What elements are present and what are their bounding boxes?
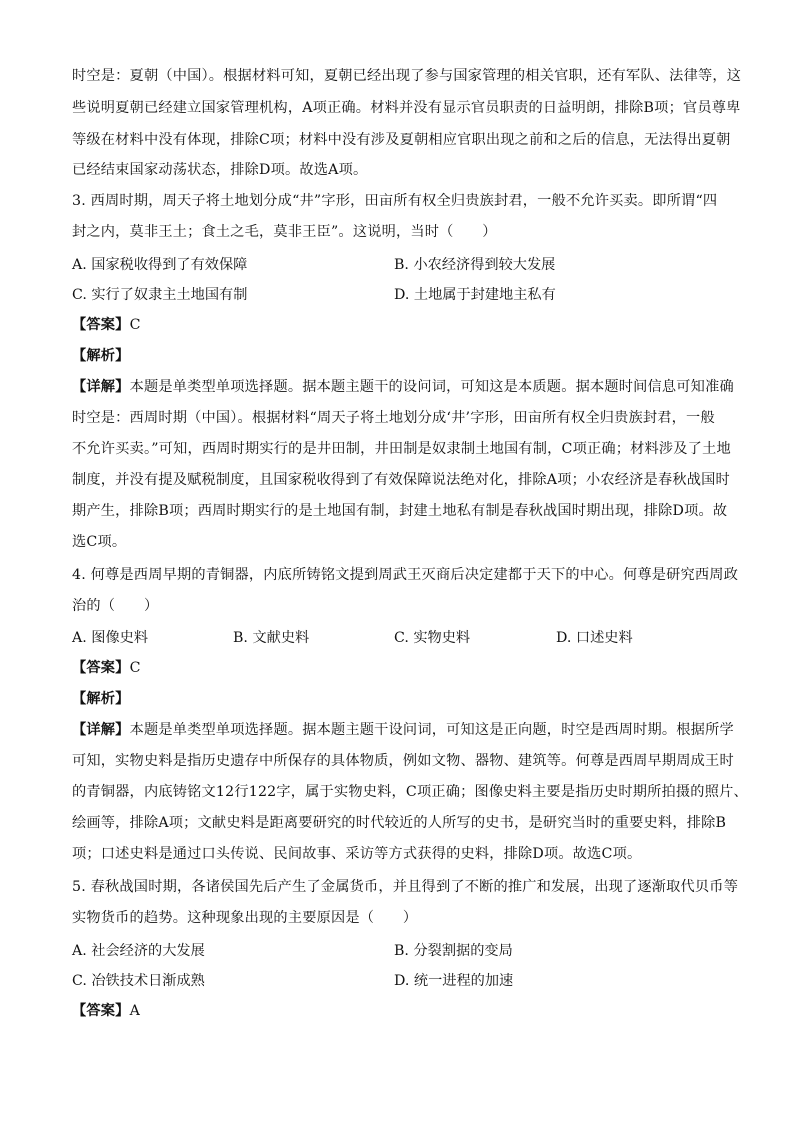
question-4-option-c: C. 实物史料 xyxy=(394,630,471,646)
question-4-stem: 治的（ ） xyxy=(72,598,159,614)
question-3-option-a: A. 国家税收得到了有效保障 xyxy=(72,257,248,273)
detail-tag: 【详解】 xyxy=(72,379,130,395)
text-line: 些说明夏朝已经建立国家管理机构，A项正确。材料并没有显示官员职责的日益明朗，排除B项；官员尊卑 xyxy=(72,100,741,116)
text-line: 已经结束国家动荡状态，排除D项。故选A项。 xyxy=(72,162,368,178)
detail-text: 本题是单类型单项选择题。据本题主题干的设问词，可知这是本质题。据本题时间信息可知准确 xyxy=(129,379,734,395)
question-5-option-b: B. 分裂割据的变局 xyxy=(394,943,513,959)
answer-tag: 【答案】 xyxy=(72,317,130,333)
question-5-stem: 实物货币的趋势。这种现象出现的主要原因是（ ） xyxy=(72,910,418,926)
question-3-option-d: D. 土地属于封建地主私有 xyxy=(394,287,556,303)
text-line: 项；口述史料是通过口头传说、民间故事、采访等方式获得的史料，排除D项。故选C项。 xyxy=(72,846,642,862)
question-4-answer xyxy=(72,658,141,678)
question-4-stem: 4. 何尊是西周早期的青铜器，内底所铸铭文提到周武王灭商后决定建都于天下的中心。何尊是研究西周政 xyxy=(72,567,739,583)
text-line: 等级在材料中没有体现，排除C项；材料中没有涉及夏朝相应官职出现之前和之后的信息，无法得出夏朝 xyxy=(72,132,731,148)
detail-text: 本题是单类型单项选择题。据本题主题干设问词，可知这是正向题，时空是西周时期。根据所学 xyxy=(129,722,734,738)
analysis-tag: 【解析】 xyxy=(72,691,130,707)
text-line: 制度，并没有提及赋税制度，且国家税收得到了有效保障说法绝对化，排除A项；小农经济是春秋战国时 xyxy=(72,472,730,488)
question-3-stem: 封之内，莫非王土；食土之毛，莫非王臣”。这说明，当时（ ） xyxy=(72,224,497,240)
analysis-tag: 【解析】 xyxy=(72,348,130,364)
answer-value: C xyxy=(129,317,141,333)
question-5-option-a: A. 社会经济的大发展 xyxy=(72,943,205,959)
text-line: 不允许买卖。”可知，西周时期实行的是井田制，井田制是奴隶制土地国有制，C项正确；材料涉及了土地 xyxy=(72,441,731,457)
question-3-stem: 3. 西周时期，周天子将土地划分成“井”字形，田亩所有权全归贵族封君，一般不允许买卖。即所谓“四 xyxy=(72,193,718,209)
question-4-option-b: B. 文献史料 xyxy=(233,630,310,646)
text-line: 时空是：夏朝（中国）。根据材料可知，夏朝已经出现了参与国家管理的相关官职，还有军队、法律等，这 xyxy=(72,68,742,84)
question-3-option-b: B. 小农经济得到较大发展 xyxy=(394,257,556,273)
question-3-answer xyxy=(72,315,141,335)
answer-tag: 【答案】 xyxy=(72,660,130,676)
answer-value: A xyxy=(129,1003,141,1019)
answer-tag: 【答案】 xyxy=(72,1003,130,1019)
question-4-analysis xyxy=(72,689,130,709)
question-5-option-c: C. 冶铁技术日渐成熟 xyxy=(72,973,205,989)
text-line: 时空是：西周时期（中国）。根据材料“周天子将土地划分成‘井’字形，田亩所有权全归贵族封君，一般 xyxy=(72,410,715,426)
question-4-detail xyxy=(72,720,734,740)
text-line: 绘画等，排除A项；文献史料是距离要研究的时代较近的人所写的史书，是研究当时的重要史料，排除B xyxy=(72,815,727,831)
question-3-analysis xyxy=(72,346,130,366)
question-4-option-a: A. 图像史料 xyxy=(72,630,149,646)
question-5-stem: 5. 春秋战国时期，各诸侯国先后产生了金属货币，并且得到了不断的推广和发展，出现了逐渐取代贝币等 xyxy=(72,879,739,895)
answer-value: C xyxy=(129,660,141,676)
text-line: 可知，实物史料是指历史遗存中所保存的具体物质，例如文物、器物、建筑等。何尊是西周早期周成王时 xyxy=(72,753,734,769)
text-line: 期产生，排除B项；西周时期实行的是土地国有制，封建土地私有制是春秋战国时期出现，排除D项。故 xyxy=(72,503,728,519)
question-4-option-d: D. 口述史料 xyxy=(556,630,633,646)
question-5-answer xyxy=(72,1001,140,1021)
text-line: 选C项。 xyxy=(72,534,127,550)
question-5-option-d: D. 统一进程的加速 xyxy=(394,973,514,989)
detail-tag: 【详解】 xyxy=(72,722,130,738)
text-line: 的青铜器，内底铸铭文12行122字，属于实物史料，C项正确；图像史料主要是指历史时期所拍摄的照片、 xyxy=(72,784,748,800)
question-3-detail xyxy=(72,377,734,397)
question-3-option-c: C. 实行了奴隶主土地国有制 xyxy=(72,287,248,303)
